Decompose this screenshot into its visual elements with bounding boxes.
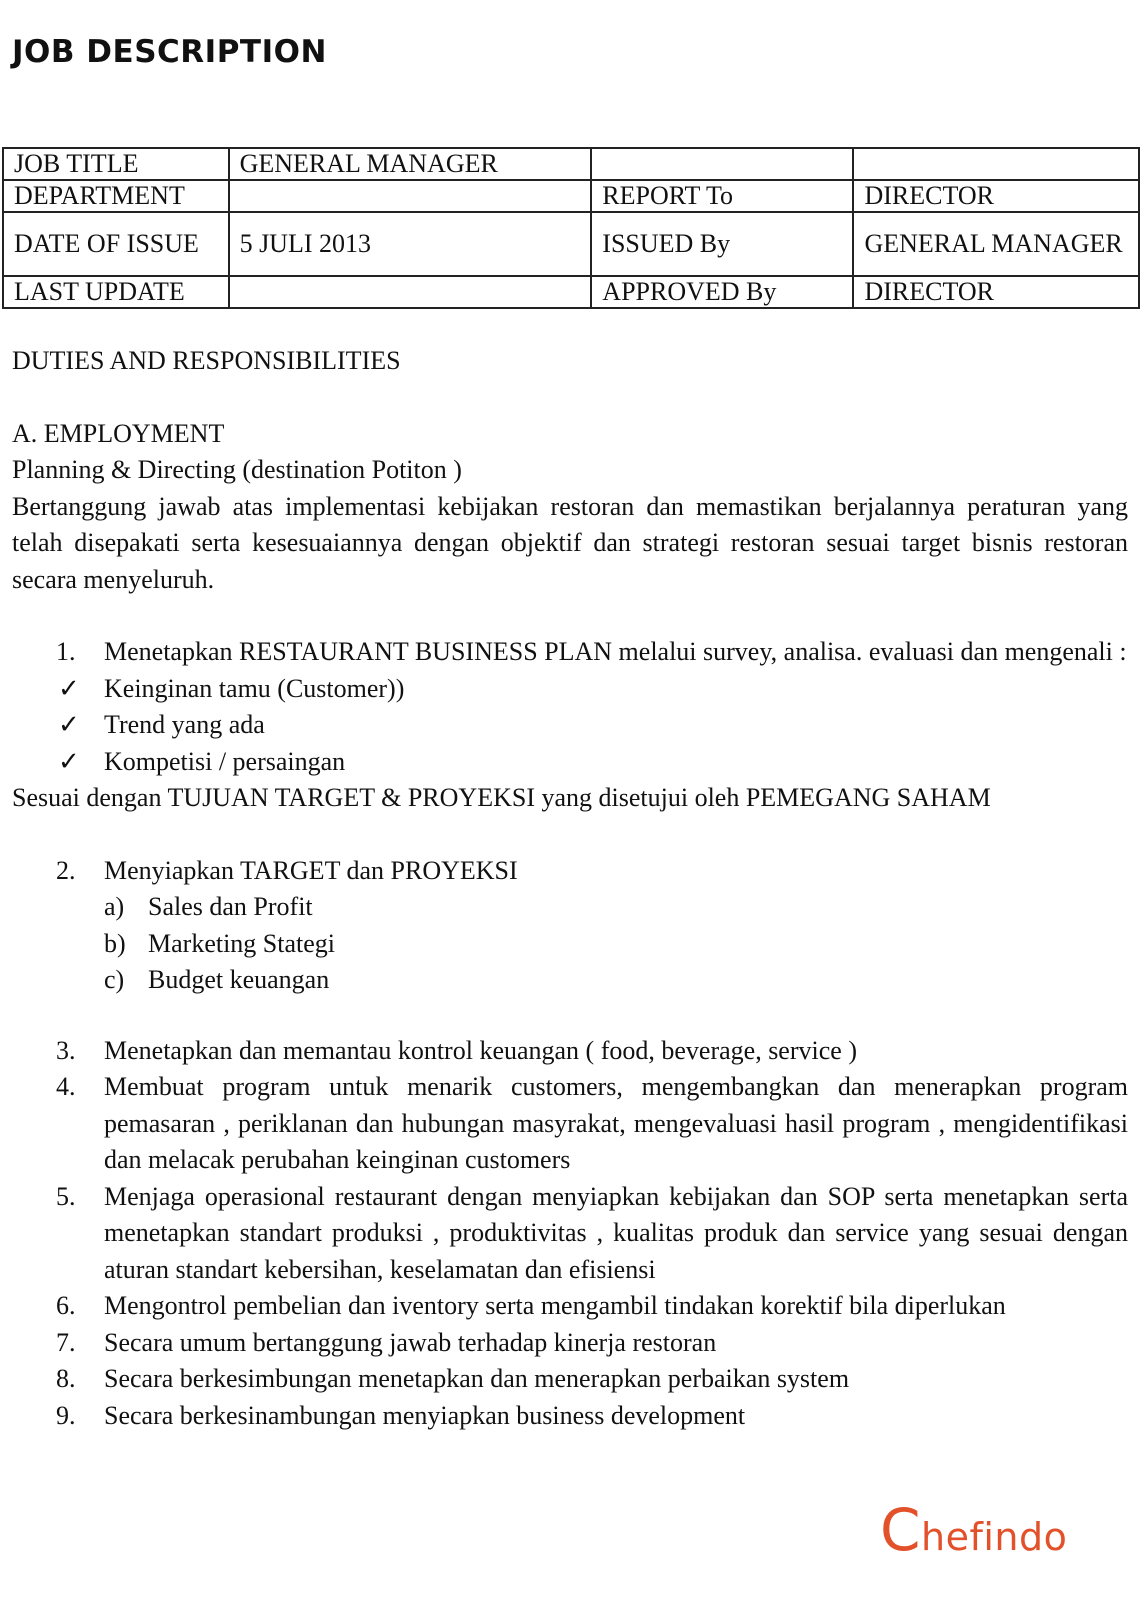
list-number: 4. (56, 1072, 76, 1101)
list-item (12, 1033, 1128, 1070)
last-update-label: LAST UPDATE (3, 276, 229, 308)
summary-line: Sesuai dengan TUJUAN TARGET & PROYEKSI yang disetujui oleh PEMEGANG SAHAM (12, 783, 991, 812)
report-to-label: REPORT To (591, 180, 853, 212)
list-item (12, 1179, 1128, 1289)
spacer (12, 817, 1128, 853)
empty-cell (591, 148, 853, 180)
empty-cell (853, 148, 1139, 180)
list-text: Mengontrol pembelian dan iventory serta mengambil tindakan korektif bila diperlukan (104, 1291, 1006, 1320)
duties-section (12, 343, 1128, 1434)
list-number: 1. (56, 637, 76, 666)
job-title-label: JOB TITLE (3, 148, 229, 180)
list-number: 9. (56, 1400, 76, 1430)
issued-by-value: GENERAL MANAGER (853, 212, 1139, 276)
list-number: 6. (56, 1291, 76, 1320)
list-number: 5. (56, 1181, 76, 1211)
list-text: Secara berkesimbungan menetapkan dan menerapkan perbaikan system (104, 1364, 850, 1393)
table-row (3, 276, 1139, 308)
check-icon: ✓ (58, 673, 80, 703)
list-text: Secara berkesinambungan menyiapkan business development (104, 1400, 746, 1430)
sub-item (12, 889, 1128, 926)
list-item (12, 634, 1128, 671)
table-row (3, 148, 1139, 180)
section-subheading: Planning & Directing (destination Potiton ) (12, 455, 462, 484)
job-info-table (2, 147, 1140, 309)
list-item (12, 853, 1128, 890)
last-update-value (229, 276, 592, 308)
approved-by-value: DIRECTOR (853, 276, 1139, 308)
sub-item-text: Sales dan Profit (148, 892, 313, 921)
list-item (12, 1398, 1128, 1435)
approved-by-label: APPROVED By (591, 276, 853, 308)
list-text: Menetapkan dan memantau kontrol keuangan ( food, beverage, service ) (104, 1035, 857, 1065)
table-row (3, 212, 1139, 276)
job-title-value: GENERAL MANAGER (229, 148, 592, 180)
check-text: Keinginan tamu (Customer)) (104, 673, 405, 703)
list-text: Menjaga operasional restaurant dengan menyiapkan kebijakan dan SOP serta menetapkan serta menetapkan standart produksi , produktivitas , kualitas produk dan service yang sesuai dengan aturan standart kebersihan, keselamatan dan efisiensi (104, 1181, 1128, 1284)
check-item (12, 744, 1128, 781)
logo-text: hefindo (921, 1515, 1068, 1559)
intro-paragraph: Bertanggung jawab atas implementasi kebijakan restoran dan memastikan berjalannya peraturan yang telah disepakati serta kesesuaiannya dengan objektif dan strategi restoran sesuai target bisnis restoran secara menyeluruh. (12, 491, 1128, 594)
check-text: Trend yang ada (104, 710, 265, 739)
list-text: Menetapkan RESTAURANT BUSINESS PLAN melalui survey, analisa. evaluasi dan mengenali : (104, 637, 1127, 666)
sub-item-letter: a) (104, 892, 125, 921)
spacer (12, 380, 1128, 416)
sub-item-text: Budget keuangan (148, 965, 330, 994)
sub-item-letter: c) (104, 965, 125, 994)
date-of-issue-value: 5 JULI 2013 (229, 212, 592, 276)
duties-heading: DUTIES AND RESPONSIBILITIES (12, 346, 401, 375)
list-number: 8. (56, 1364, 76, 1393)
list-number: 2. (56, 855, 76, 885)
check-item (12, 671, 1128, 708)
sub-item (12, 962, 1128, 999)
list-number: 3. (56, 1035, 76, 1065)
document-title: JOB DESCRIPTION (12, 34, 327, 70)
chefindo-logo (880, 1496, 1067, 1564)
check-icon: ✓ (58, 710, 80, 739)
check-icon: ✓ (58, 746, 80, 776)
spacer (12, 999, 1128, 1033)
issued-by-label: ISSUED By (591, 212, 853, 276)
list-text: Menyiapkan TARGET dan PROYEKSI (104, 855, 518, 885)
sub-item-text: Marketing Stategi (148, 928, 336, 958)
sub-item (12, 926, 1128, 963)
sub-item-letter: b) (104, 928, 126, 958)
date-of-issue-label: DATE OF ISSUE (3, 212, 229, 276)
list-item (12, 1325, 1128, 1362)
check-item (12, 707, 1128, 744)
list-text: Secara umum bertanggung jawab terhadap kinerja restoran (104, 1327, 717, 1357)
list-item (12, 1069, 1128, 1179)
spacer (12, 598, 1128, 634)
list-number: 7. (56, 1327, 76, 1357)
table-row (3, 180, 1139, 212)
logo-letter: C (880, 1496, 921, 1564)
department-label: DEPARTMENT (3, 180, 229, 212)
department-value (229, 180, 592, 212)
section-a-heading: A. EMPLOYMENT (12, 418, 225, 448)
check-text: Kompetisi / persaingan (104, 746, 346, 776)
list-item (12, 1361, 1128, 1398)
report-to-value: DIRECTOR (853, 180, 1139, 212)
list-item (12, 1288, 1128, 1325)
list-text: Membuat program untuk menarik customers, mengembangkan dan menerapkan program pemasaran , periklanan dan hubungan masyrakat, mengevaluasi hasil program , mengidentifikasi dan melacak perubahan keinginan customers (104, 1072, 1128, 1174)
